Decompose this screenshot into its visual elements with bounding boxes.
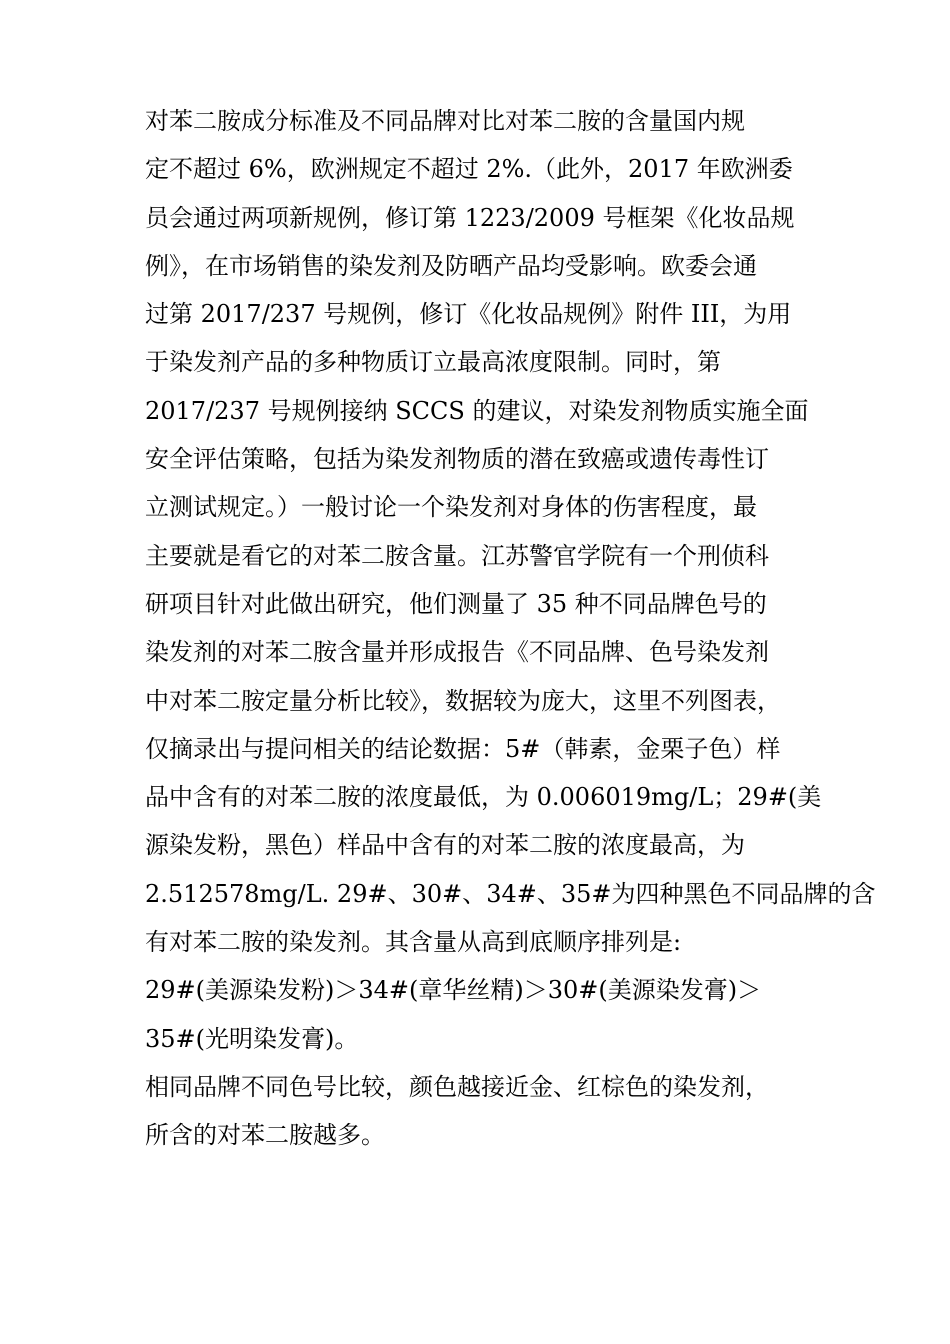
text-line: 源染发粉，黑色）样品中含有的对苯二胺的浓度最高，为: [145, 831, 745, 860]
text-line: 29#(美源染发粉)＞34#(章华丝精)＞30#(美源染发膏)＞: [145, 976, 762, 1005]
text-line: 主要就是看它的对苯二胺含量。江苏警官学院有一个刑侦科: [145, 541, 769, 570]
text-line: 员会通过两项新规例，修订第 1223/2009 号框架《化妆品规: [145, 203, 795, 232]
text-line: 仅摘录出与提问相关的结论数据：5#（韩素，金栗子色）样: [145, 734, 781, 763]
text-line: 定不超过 6%，欧洲规定不超过 2%.（此外，2017 年欧洲委: [145, 155, 793, 184]
text-line: 品中含有的对苯二胺的浓度最低，为 0.006019mg/L；29#(美: [145, 783, 822, 812]
text-line: 35#(光明染发膏)。: [145, 1024, 359, 1053]
text-line: 安全评估策略，包括为染发剂物质的潜在致癌或遗传毒性订: [145, 445, 769, 474]
body-text: [145, 97, 876, 1160]
text-line: 2017/237 号规例接纳 SCCS 的建议，对染发剂物质实施全面: [145, 396, 809, 425]
text-line: 过第 2017/237 号规例，修订《化妆品规例》附件 III，为用: [145, 300, 792, 329]
text-line: 研项目针对此做出研究，他们测量了 35 种不同品牌色号的: [145, 589, 767, 618]
text-line: 所含的对苯二胺越多。: [145, 1121, 385, 1150]
text-line: 例》，在市场销售的染发剂及防晒产品均受影响。欧委会通: [145, 251, 757, 280]
text-line: 对苯二胺成分标准及不同品牌对比对苯二胺的含量国内规: [145, 107, 745, 135]
text-line: 中对苯二胺定量分析比较》，数据较为庞大，这里不列图表，: [145, 686, 781, 715]
text-line: 于染发剂产品的多种物质订立最高浓度限制。同时，第: [145, 348, 721, 377]
text-line: 相同品牌不同色号比较，颜色越接近金、红棕色的染发剂，: [145, 1072, 769, 1101]
text-line: 染发剂的对苯二胺含量并形成报告《不同品牌、色号染发剂: [145, 638, 769, 667]
text-line: 2.512578mg/L. 29#、30#、34#、35#为四种黑色不同品牌的含: [145, 879, 876, 908]
text-line: 有对苯二胺的染发剂。其含量从高到底顺序排列是:: [145, 928, 682, 957]
text-line: 立测试规定。）一般讨论一个染发剂对身体的伤害程度，最: [145, 493, 757, 522]
